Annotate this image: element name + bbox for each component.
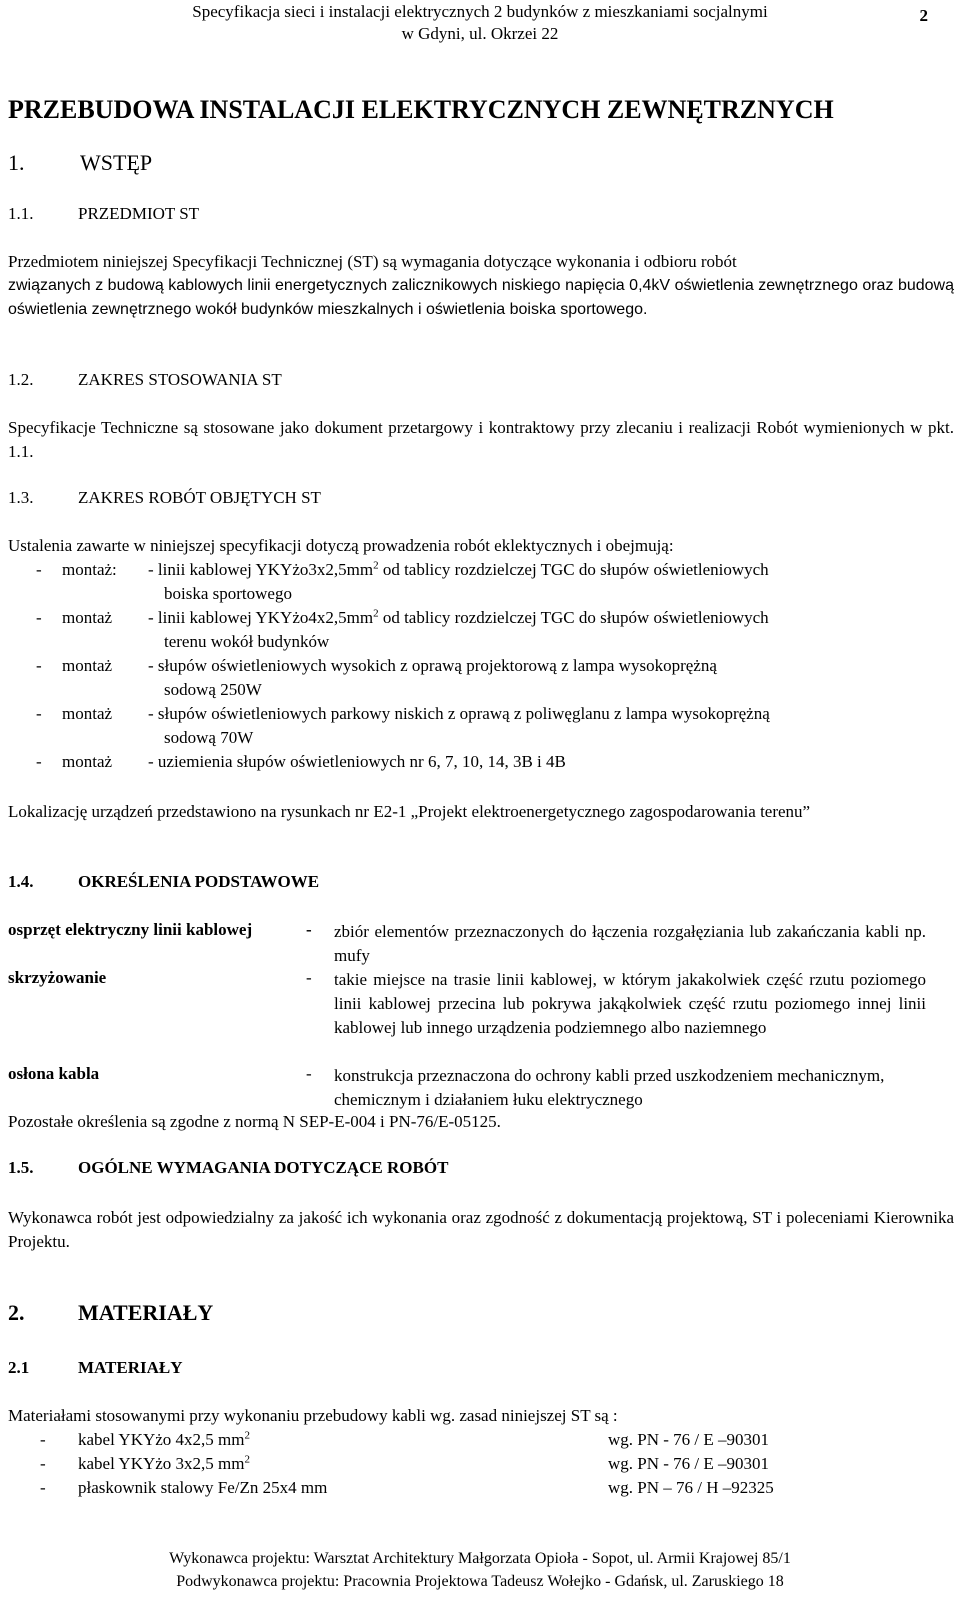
list-label: montaż: [62, 560, 117, 579]
section-title: OKREŚLENIA PODSTAWOWE [78, 872, 320, 891]
section-number: 1. [8, 150, 25, 175]
section-1-2-heading [8, 370, 282, 390]
definition-dash: - [306, 968, 312, 987]
section-title: WSTĘP [80, 150, 153, 175]
section-1-5-heading [8, 1158, 449, 1178]
section-number: 1.5. [8, 1158, 34, 1177]
footer-line1: Wykonawca projektu: Warsztat Architektury Małgorzata Opioła - Sopot, ul. Armii Krajowej 85/1 [169, 1550, 791, 1567]
list-label: montaż [62, 608, 113, 627]
section-title: ZAKRES STOSOWANIA ST [78, 370, 282, 389]
list-dash: - [36, 752, 42, 771]
page-number: 2 [919, 6, 928, 25]
section-1-heading [8, 150, 153, 176]
list-dash: - [40, 1454, 46, 1473]
list-text: - linii kablowej $YKYżo4x2,5mm^2$ od tablicy rozdzielczej TGC do słupów oświetleniowych [148, 607, 769, 627]
list-text: - uziemienia słupów oświetleniowych nr 6, 7, 10, 14, 3B i 4B [148, 752, 566, 771]
list-label: montaż [62, 752, 113, 771]
section-number: 1.2. [8, 370, 34, 389]
material-norm: wg. PN – 76 / H –92325 [608, 1478, 774, 1497]
list-text-cont: terenu wokół budynków [164, 632, 330, 651]
definition-dash: - [306, 920, 312, 939]
section-1-1-body: związanych z budową kablowych linii energetycznych zalicznikowych niskiego napięcia 0,4kV oświetlenia zewnętrznego oraz budową oświetlenia zewnętrznego wokół budynków mieszkalnych i oświetlenia boiska sportowego. [8, 277, 954, 318]
section-number: 1.4. [8, 872, 34, 891]
section-title: OGÓLNE WYMAGANIA DOTYCZĄCE ROBÓT [78, 1158, 449, 1177]
definition-dash: - [306, 1064, 312, 1083]
section-number: 2. [8, 1300, 25, 1325]
definition-text: takie miejsce na trasie linii kablowej, w którym jakakolwiek część rzutu poziomego linii kablowej przecina lub pokrywa jakąkolwiek część rzutu poziomego innej linii kablowej lub innego urządzenia podziemnego albo naziemnego [334, 970, 926, 1037]
material-name: kabel YKYżo 3x2,5 $mm^2$ [78, 1453, 251, 1473]
definition-text: konstrukcja przeznaczona do ochrony kabli przed uszkodzeniem mechanicznym, chemicznym i działaniem łuku elektrycznego [334, 1066, 885, 1109]
definition-text: zbiór elementów przeznaczonych do łączenia rozgałęziania lub zakańczania kabli np. mufy [334, 922, 926, 965]
section-title: ZAKRES ROBÓT OBJĘTYCH ST [78, 488, 321, 507]
section-2-1-heading [8, 1358, 183, 1378]
list-text-cont: boiska sportowego [164, 584, 292, 603]
definition-term: skrzyżowanie [8, 968, 107, 987]
list-dash: - [36, 656, 42, 675]
list-text: - słupów oświetleniowych wysokich z oprawą projektorową z lampa wysokoprężną [148, 656, 717, 675]
section-1-4-heading [8, 872, 320, 892]
list-label: montaż [62, 704, 113, 723]
section-1-5-body: Wykonawca robót jest odpowiedzialny za jakość ich wykonania oraz zgodność z dokumentacją projektową, ST i poleceniami Kierownika Projektu. [8, 1208, 954, 1251]
section-1-1-body-line1: Przedmiotem niniejszej Specyfikacji Technicznej (ST) są wymagania dotyczące wykonania i odbioru robót [8, 252, 737, 271]
running-header-line1: Specyfikacja sieci i instalacji elektrycznych 2 budynków z mieszkaniami socjalnymi [192, 2, 768, 21]
list-dash: - [36, 560, 42, 579]
section-title: PRZEDMIOT ST [78, 204, 200, 223]
definition-term: osprzęt elektryczny linii kablowej [8, 920, 253, 939]
section-1-3-heading [8, 488, 321, 508]
material-name: płaskownik stalowy Fe/Zn 25x4 mm [78, 1478, 328, 1497]
section-number: 1.1. [8, 204, 34, 223]
material-name: kabel YKYżo 4x2,5 $mm^2$ [78, 1429, 251, 1449]
list-text: - linii kablowej $YKYżo3x2,5mm^2$ od tablicy rozdzielczej TGC do słupów oświetleniowych [148, 559, 769, 579]
section-2-1-intro: Materiałami stosowanymi przy wykonaniu przebudowy kabli wg. zasad niniejszej ST są : [8, 1406, 618, 1425]
list-text: - słupów oświetleniowych parkowy niskich z oprawą z poliwęglanu z lampa wysokoprężną [148, 704, 770, 723]
list-label: montaż [62, 656, 113, 675]
section-1-3-intro: Ustalenia zawarte w niniejszej specyfikacji dotyczą prowadzenia robót eklektycznych i obejmują: [8, 536, 674, 555]
section-number: 2.1 [8, 1358, 30, 1377]
section-2-heading [8, 1300, 214, 1326]
definition-term: osłona kabla [8, 1064, 100, 1083]
footer-line2: Podwykonawca projektu: Pracownia Projektowa Tadeusz Wołejko - Gdańsk, ul. Zaruskiego 18 [176, 1573, 784, 1590]
other-definitions-note: Pozostałe określenia są zgodne z normą N SEP-E-004 i PN-76/E-05125. [8, 1112, 501, 1131]
material-norm: wg. PN - 76 / E –90301 [608, 1454, 770, 1473]
section-title: MATERIAŁY [78, 1358, 183, 1377]
section-number: 1.3. [8, 488, 34, 507]
document-title: PRZEBUDOWA INSTALACJI ELEKTRYCZNYCH ZEWNĘTRZNYCH [8, 95, 834, 124]
section-title: MATERIAŁY [78, 1300, 214, 1325]
section-1-1-heading [8, 204, 200, 224]
list-text-cont: sodową 70W [164, 728, 254, 747]
location-note: Lokalizację urządzeń przedstawiono na rysunkach nr E2-1 „Projekt elektroenergetycznego zagospodarowania terenu” [8, 802, 811, 821]
list-dash: - [36, 704, 42, 723]
list-dash: - [40, 1430, 46, 1449]
list-dash: - [36, 608, 42, 627]
running-header-line2: w Gdyni, ul. Okrzei 22 [401, 24, 559, 43]
list-text-cont: sodową 250W [164, 680, 262, 699]
material-norm: wg. PN - 76 / E –90301 [608, 1430, 770, 1449]
list-dash: - [40, 1478, 46, 1497]
section-1-2-body: Specyfikacje Techniczne są stosowane jako dokument przetargowy i kontraktowy przy zlecaniu i realizacji Robót wymienionych w pkt. 1.1. [8, 418, 954, 461]
